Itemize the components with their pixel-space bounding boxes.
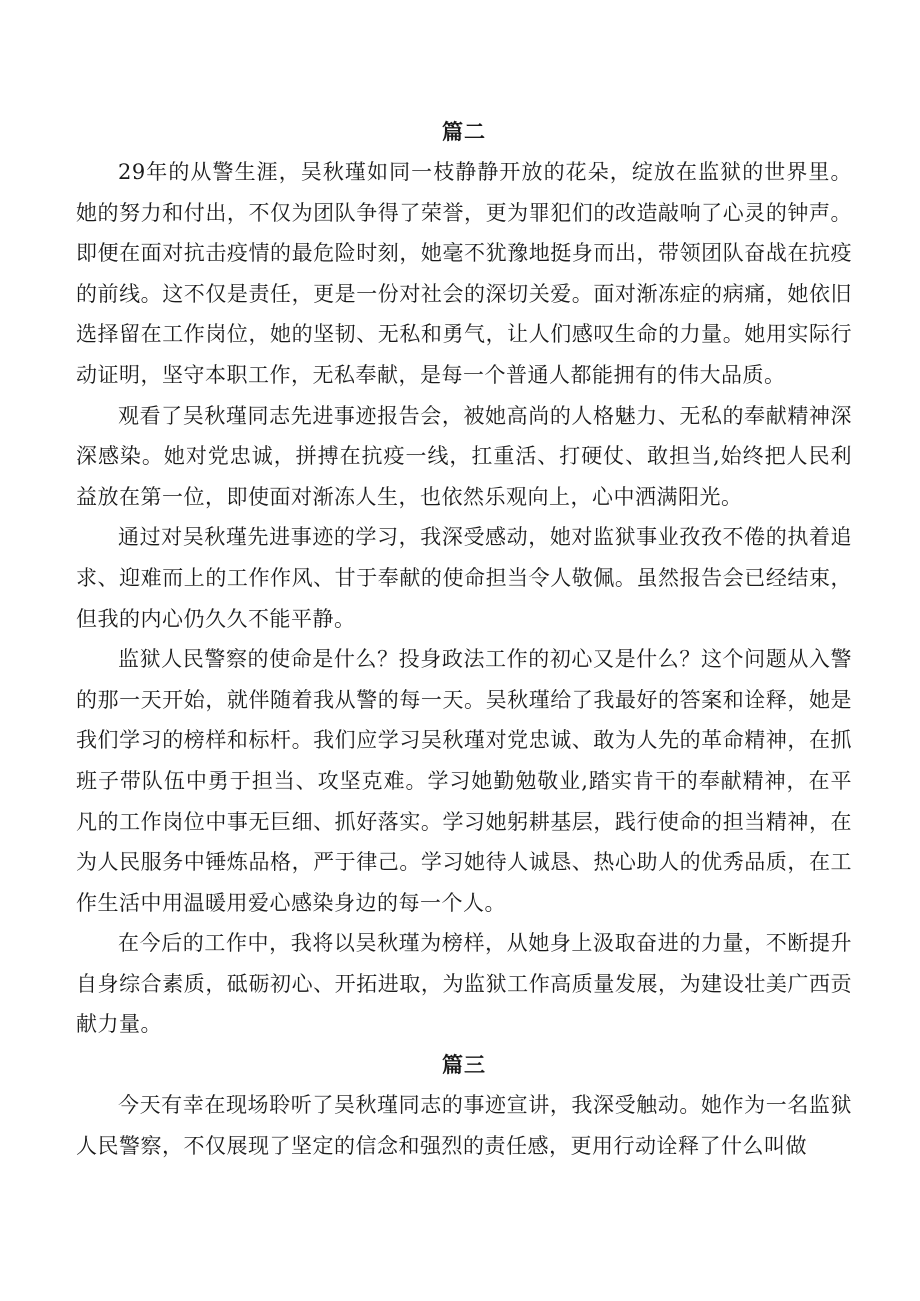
paragraph: 今天有幸在现场聆听了吴秋瑾同志的事迹宣讲，我深受触动。她作为一名监狱人民警察，不仅展现了坚定的信念和强烈的责任感，更用行动诠释了什么叫做 (76, 1093, 852, 1158)
paragraph: 观看了吴秋瑾同志先进事迹报告会，被她高尚的人格魅力、无私的奉献精神深深感染。她对党忠诚，拼搏在抗疫一线，扛重活、打硬仗、敢担当,始终把人民利益放在第一位，即使面对渐冻人生，也依然乐观向上，心中洒满阳光。 (76, 403, 852, 509)
section-heading-2: 篇二 (442, 119, 486, 144)
document-page (76, 112, 852, 1166)
paragraph: 监狱人民警察的使命是什么？投身政法工作的初心又是什么？这个问题从入警的那一天开始，就伴随着我从警的每一天。吴秋瑾给了我最好的答案和诠释，她是我们学习的榜样和标杆。我们应学习吴秋瑾对党忠诚、敢为人先的革命精神，在抓班子带队伍中勇于担当、攻坚克难。学习她勤勉敬业,踏实肯干的奉献精神，在平凡的工作岗位中事无巨细、抓好落实。学习她躬耕基层，践行使命的担当精神，在为人民服务中锤炼品格，严于律己。学习她待人诚恳、热心助人的优秀品质，在工作生活中用温暖用爱心感染身边的每一个人。 (76, 647, 852, 915)
paragraph: 29年的从警生涯，吴秋瑾如同一枝静静开放的花朵，绽放在监狱的世界里。她的努力和付出，不仅为团队争得了荣誉，更为罪犯们的改造敲响了心灵的钟声。即便在面对抗击疫情的最危险时刻，她毫不犹豫地挺身而出，带领团队奋战在抗疫的前线。这不仅是责任，更是一份对社会的深切关爱。面对渐冻症的病痛，她依旧选择留在工作岗位，她的坚韧、无私和勇气，让人们感叹生命的力量。她用实际行动证明，坚守本职工作，无私奉献，是每一个普通人都能拥有的伟大品质。 (76, 160, 852, 387)
paragraph: 在今后的工作中，我将以吴秋瑾为榜样，从她身上汲取奋进的力量，不断提升自身综合素质，砥砺初心、开拓进取，为监狱工作高质量发展，为建设壮美广西贡献力量。 (76, 931, 852, 1037)
paragraph: 通过对吴秋瑾先进事迹的学习，我深受感动，她对监狱事业孜孜不倦的执着追求、迎难而上的工作作风、甘于奉献的使命担当令人敬佩。虽然报告会已经结束，但我的内心仍久久不能平静。 (76, 525, 852, 631)
section-heading-3: 篇三 (442, 1052, 486, 1078)
